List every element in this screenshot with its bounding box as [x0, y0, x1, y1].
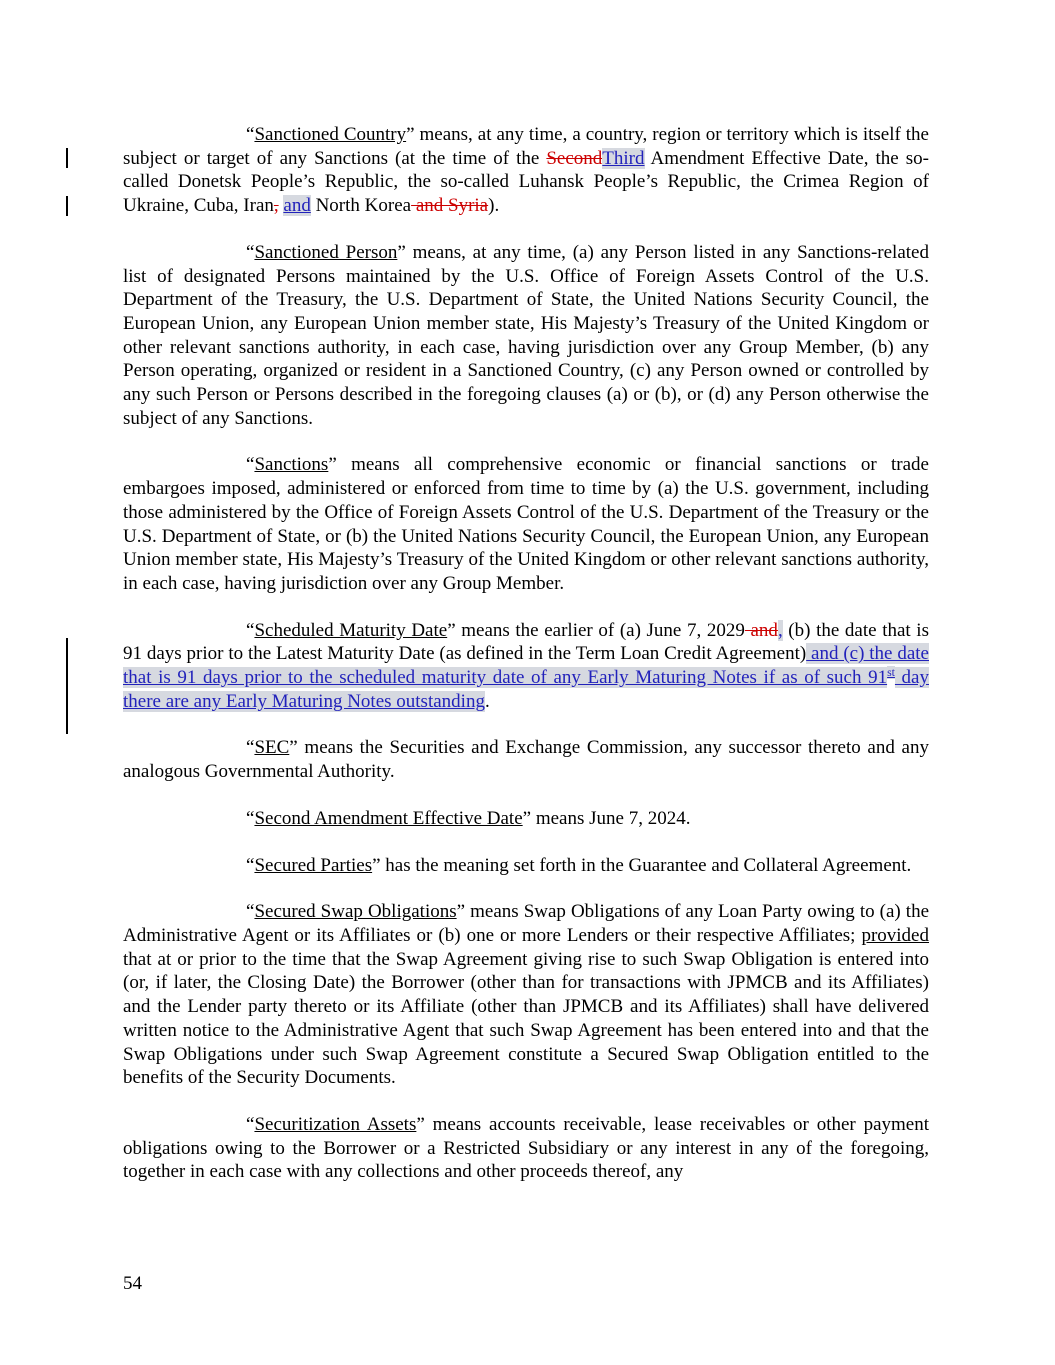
text-run-t: ” means the Securities and Exchange Commission, any successor thereto and any analogous Governmental Authority. — [123, 737, 929, 783]
paragraph — [123, 123, 929, 218]
text-run-t: Amendment Effective Date, the so-called Donetsk People’s Republic, the so-called Luhansk People’s Republic, the Crimea Region of Ukraine, Cuba, Iran — [123, 147, 929, 217]
text-run-term: provided — [861, 924, 929, 946]
text-run-t: ” means all comprehensive economic or financial sanctions or trade embargoes imposed, administered or enforced from time to time by (a) the U.S. government, including those administered by the Office of Foreign Assets Control of the U.S. Department of the Treasury or the U.S. Department of State, or (b) the United Nations Security Council, the European Union, any European Union member state, His Majesty’s Treasury of the United Kingdom or other relevant sanctions authority, in each case, having jurisdiction over any Group Member. — [123, 454, 929, 594]
text-run-t: “ — [246, 241, 255, 263]
paragraph — [123, 736, 929, 783]
text-run-t: ” means Swap Obligations of any Loan Party owing to (a) the Administrative Agent or its Affiliates or (b) one or more Lenders or their respective Affiliates; — [123, 901, 930, 946]
paragraph — [123, 453, 929, 595]
text-run-t: “ — [246, 124, 255, 145]
text-run-t: ” means the earlier of (a) June 7, 2029 — [447, 619, 745, 641]
text-run-ins: and — [283, 195, 311, 217]
paragraph — [123, 807, 929, 831]
text-run-term: Sanctioned Person — [254, 241, 398, 263]
text-run-t: “ — [246, 737, 255, 759]
text-run-term: SEC — [254, 737, 290, 759]
text-run-t: North Korea — [310, 195, 412, 217]
text-run-term: Scheduled Maturity Date — [254, 619, 448, 641]
change-bar — [66, 148, 68, 168]
text-run-term: Sanctions — [254, 454, 329, 476]
paragraph — [123, 241, 929, 431]
text-run-t: ” has the meaning set forth in the Guarantee and Collateral Agreement. — [372, 854, 912, 876]
text-run-t: “ — [246, 1113, 255, 1135]
text-run-t: ” means, at any time, (a) any Person listed in any Sanctions-related list of designated Persons maintained by the U.S. Office of Foreign Assets Control of the U.S. Department of the Treasury, the U.S. Department of State, the United Nations Security Council, the European Union, any European Union member state, His Majesty’s Treasury of the United Kingdom or other relevant sanctions authority, in each case, having jurisdiction over any Group Member, (b) any Person operating, organized or resident in a Sanctioned Country, (c) any Person owned or controlled by any such Person or Persons described in the foregoing clauses (a) or (b), or (d) any Person otherwise the subject of any Sanctions. — [123, 241, 929, 429]
text-run-t: ). — [488, 195, 500, 217]
text-run-t: “ — [246, 901, 255, 923]
text-run-term: Securitization Assets — [254, 1113, 417, 1135]
page-number: 54 — [123, 1273, 142, 1294]
paragraph — [123, 854, 929, 878]
document-body — [123, 123, 929, 1207]
text-run-t: that at or prior to the time that the Swap Agreement giving rise to such Swap Obligation is entered into (or, if later, the Closing Date) the Borrower (other than for transactions with JPMCB and its Affiliates) and the Lender party thereto or its Affiliate (other than JPMCB and its Affiliates) shall have delivered written notice to the Administrative Agent that such Swap Agreement has been entered into and that the Swap Obligations under such Swap Agreement constitute a Secured Swap Obligation entitled to the benefits of the Security Documents. — [123, 948, 929, 1089]
text-run-t: (b) the date that is 91 days prior to the Latest Maturity Date (as defined in the Term Loan Credit Agreement) — [123, 619, 929, 665]
text-run-ins_sup: st — [887, 665, 895, 679]
text-run-del: , — [273, 195, 279, 217]
text-run-t: . — [484, 690, 490, 712]
paragraph — [123, 619, 929, 714]
text-run-del: and — [744, 619, 778, 641]
text-run-term: Second Amendment Effective Date — [254, 807, 523, 829]
paragraph — [123, 1113, 929, 1184]
text-run-t: ” means, at any time, a country, region or territory which is itself the subject or target of any Sanctions (at the time of the — [123, 124, 929, 169]
text-run-ins: Third — [602, 147, 645, 169]
text-run-del: and Syria — [411, 195, 489, 217]
text-run-t: “ — [246, 807, 255, 829]
text-run-term: Secured Swap Obligations — [254, 901, 457, 923]
text-run-term: Sanctioned Country — [254, 124, 407, 145]
text-run-ins: day there are any Early Maturing Notes outstanding — [123, 667, 929, 712]
text-run-ins: and (c) the date that is 91 days prior to the scheduled maturity date of any Early Maturing Notes if as of such 91 — [123, 643, 929, 689]
text-run-term: Secured Parties — [254, 854, 373, 876]
text-run-t: ” means June 7, 2024. — [522, 807, 691, 829]
text-run-t: “ — [246, 854, 255, 876]
text-run-ins: , — [777, 619, 783, 641]
text-run-t: “ — [246, 454, 255, 476]
paragraph — [123, 900, 929, 1090]
text-run-del: Second — [546, 147, 603, 169]
change-bar — [66, 638, 68, 734]
text-run-t: “ — [246, 619, 255, 641]
text-run-t: ” means accounts receivable, lease receivables or other payment obligations owing to the Borrower or a Restricted Subsidiary or any interest in any of the foregoing, together in each case with any collections and other proceeds thereof, any — [123, 1113, 930, 1183]
change-bar — [66, 196, 68, 216]
